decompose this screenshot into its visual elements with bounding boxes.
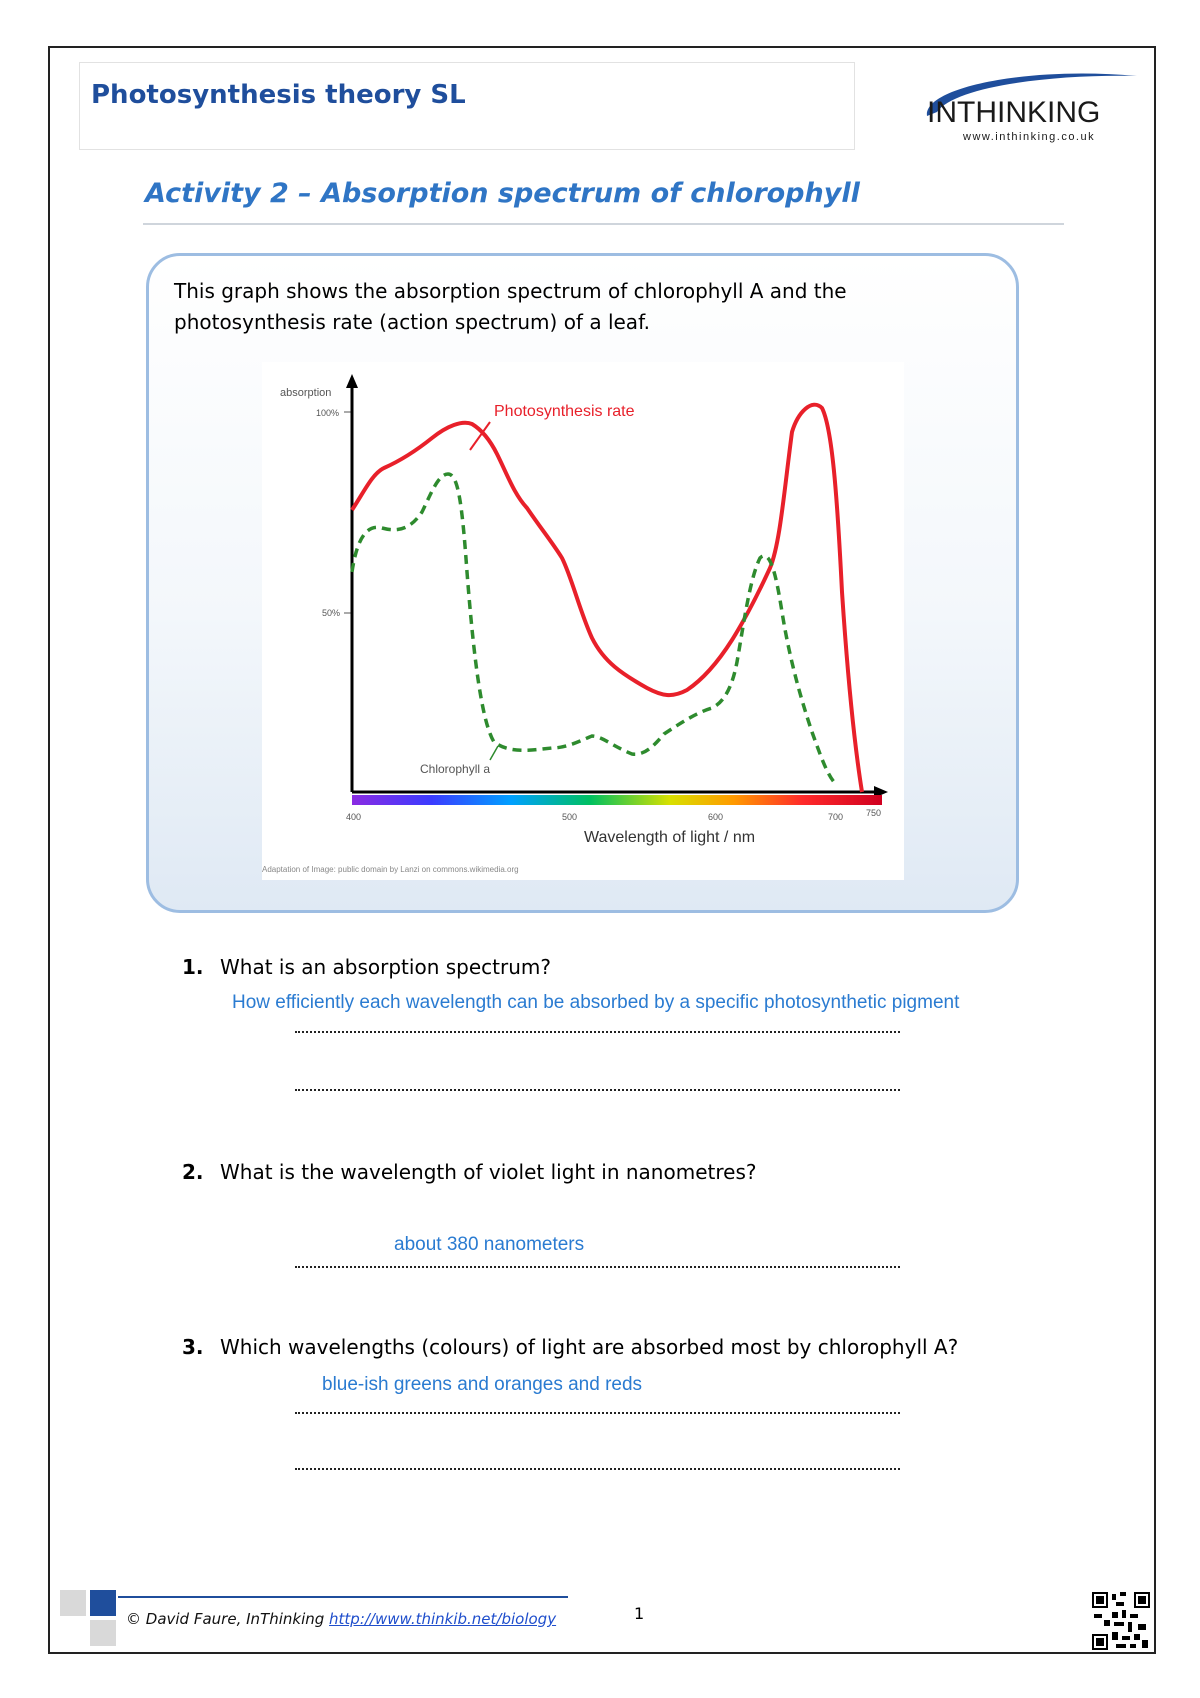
footer-credit-text: © David Faure, InThinking [126, 1610, 330, 1628]
chlorophyll-label-pointer [490, 746, 498, 760]
y-axis-arrow [346, 374, 358, 388]
chlorophyll-a-curve [352, 474, 834, 782]
question-3-number: 3. [182, 1335, 204, 1359]
intro-text: This graph shows the absorption spectrum of chlorophyll A and the photosynthesis rate (action spectrum) of a leaf. [174, 279, 847, 334]
footer-squares-decoration [60, 1588, 120, 1648]
footer-rule [118, 1596, 568, 1598]
answer-line-3b [295, 1468, 900, 1470]
chlorophyll-a-label: Chlorophyll a [420, 762, 491, 776]
answer-line-1b [295, 1089, 900, 1091]
question-1-text: What is an absorption spectrum? [220, 955, 551, 979]
answer-2: about 380 nanometers [394, 1234, 585, 1255]
graph-credit: Adaptation of Image: public domain by Lanzi on commons.wikimedia.org [262, 865, 519, 874]
question-2-number: 2. [182, 1160, 204, 1184]
question-1 [182, 955, 551, 979]
qr-code-icon [1092, 1592, 1150, 1650]
absorption-spectrum-graph [262, 362, 904, 880]
logo-text: INTHINKING [927, 96, 1101, 129]
x-axis-label: Wavelength of light / nm [584, 829, 756, 846]
footer-link[interactable]: http://www.thinkib.net/biology [329, 1610, 557, 1628]
x-tick-500: 500 [562, 812, 578, 822]
tick-50: 50% [322, 608, 341, 618]
x-tick-750: 750 [866, 808, 882, 818]
answer-line-1a [295, 1031, 900, 1033]
answer-1: How efficiently each wavelength can be absorbed by a specific photosynthetic pigment [232, 992, 960, 1013]
logo-url: www.inthinking.co.uk [963, 131, 1096, 143]
x-tick-400: 400 [346, 812, 362, 822]
question-3-text: Which wavelengths (colours) of light are absorbed most by chlorophyll A? [220, 1335, 959, 1359]
x-tick-600: 600 [708, 812, 724, 822]
photosynthesis-rate-curve [352, 405, 862, 792]
footer-credit [126, 1610, 556, 1628]
activity-title: Activity 2 – Absorption spectrum of chlorophyll [145, 178, 860, 209]
answer-line-3a [295, 1412, 900, 1414]
y-axis-label: absorption [280, 387, 332, 399]
page-number: 1 [634, 1604, 645, 1623]
question-1-number: 1. [182, 955, 204, 979]
inthinking-logo [905, 68, 1145, 148]
answer-line-2 [295, 1266, 900, 1268]
photosynthesis-rate-label: Photosynthesis rate [494, 403, 635, 420]
answer-3: blue-ish greens and oranges and reds [322, 1374, 643, 1395]
color-spectrum-bar [352, 795, 882, 805]
tick-100: 100% [316, 408, 340, 418]
question-2-text: What is the wavelength of violet light in nanometres? [220, 1160, 757, 1184]
question-2 [182, 1160, 756, 1184]
question-3 [182, 1335, 958, 1359]
x-tick-700: 700 [828, 812, 844, 822]
document-title: Photosynthesis theory SL [91, 80, 466, 110]
title-divider [143, 223, 1064, 225]
